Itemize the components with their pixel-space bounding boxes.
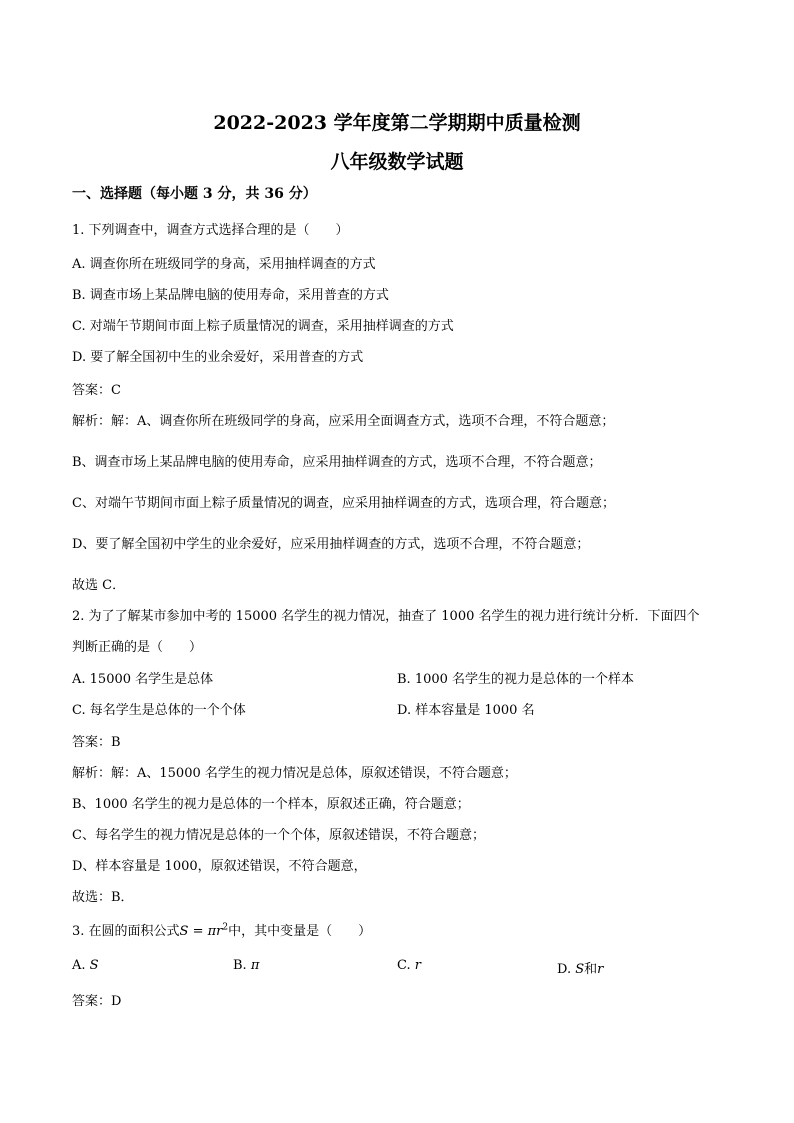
q3-answer: 答案：D (72, 994, 122, 1009)
q3-option-c (397, 958, 421, 973)
formula-exponent: 2 (222, 922, 229, 933)
q1-conclusion: 故选 C． (72, 578, 126, 593)
q2-stem-line2: 判断正确的是（ ） (72, 640, 203, 655)
q3-option-a-var: S (89, 958, 99, 973)
q1-analysis-d: D、要了解全国初中学生的业余爱好，应采用抽样调查的方式，选项不合理，不符合题意； (72, 537, 590, 552)
exam-subtitle: 八年级数学试题 (330, 151, 464, 173)
q1-option-d: D. 要了解全国初中生的业余爱好，采用普查的方式 (72, 350, 364, 365)
q3-option-c-var: r (414, 958, 421, 973)
q1-answer: 答案：C (72, 383, 121, 398)
q3-option-b-var: π (250, 958, 260, 973)
q3-stem (72, 920, 371, 939)
q3-stem-suffix: 中，其中变量是（ ） (228, 924, 372, 939)
q2-analysis-b: B、1000 名学生的视力是总体的一个样本，原叙述正确，符合题意； (72, 797, 470, 812)
q1-option-a: A. 调查你所在班级同学的身高，采用抽样调查的方式 (72, 257, 376, 272)
exam-title: 2022-2023 学年度第二学期期中质量检测 (213, 112, 581, 134)
q1-analysis-c: C、对端午节期间市面上粽子质量情况的调查，应采用抽样调查的方式，选项合理，符合题意； (72, 496, 615, 511)
q3-option-a-label: A. (72, 958, 90, 973)
q2-analysis-d: D、样本容量是 1000，原叙述错误，不符合题意， (72, 859, 367, 874)
q1-stem: 1. 下列调查中，调查方式选择合理的是（ ） (72, 223, 349, 238)
q3-option-b-label: B. (233, 958, 251, 973)
q3-option-d-label: D. (557, 962, 576, 977)
q3-stem-prefix: 3. 在圆的面积公式 (72, 924, 180, 939)
q2-option-a: A. 15000 名学生是总体 (72, 672, 214, 687)
formula-equals: = (188, 924, 208, 939)
q1-analysis-b: B、调查市场上某品牌电脑的使用寿命，应采用抽样调查的方式，选项不合理，不符合题意； (72, 455, 602, 470)
q2-analysis-a: 解析：解：A、15000 名学生的视力情况是总体，原叙述错误，不符合题意； (72, 766, 517, 781)
q2-option-c: C. 每名学生是总体的一个个体 (72, 703, 246, 718)
q2-option-d: D. 样本容量是 1000 名 (397, 703, 535, 718)
q3-option-b (233, 958, 259, 973)
q2-answer: 答案：B (72, 735, 121, 750)
q3-option-d (557, 958, 603, 977)
q3-option-d-conj: 和 (584, 962, 598, 977)
q1-option-c: C. 对端午节期间市面上粽子质量情况的调查，采用抽样调查的方式 (72, 319, 454, 334)
q3-option-d-var2: r (597, 962, 604, 977)
q3-option-d-var: S (575, 962, 585, 977)
q2-conclusion: 故选：B． (72, 890, 134, 905)
section-heading: 一、选择题（每小题 3 分，共 36 分） (72, 186, 317, 202)
q3-option-a (72, 958, 99, 973)
q1-option-b: B. 调查市场上某品牌电脑的使用寿命，采用普查的方式 (72, 288, 389, 303)
formula-r: r (216, 924, 223, 939)
q3-option-c-label: C. (397, 958, 415, 973)
q2-stem-line1: 2. 为了了解某市参加中考的 15000 名学生的视力情况，抽查了 1000 名学生的视力进行统计分析．下面四个 (72, 609, 700, 624)
formula-s: S (179, 924, 189, 939)
q1-analysis-a: 解析：解：A、调查你所在班级同学的身高，应采用全面调查方式，选项不合理，不符合题意； (72, 414, 615, 429)
q2-analysis-c: C、每名学生的视力情况是总体的一个个体，原叙述错误，不符合题意； (72, 828, 485, 843)
q2-option-b: B. 1000 名学生的视力是总体的一个样本 (397, 672, 635, 687)
formula-pi: π (207, 924, 217, 939)
